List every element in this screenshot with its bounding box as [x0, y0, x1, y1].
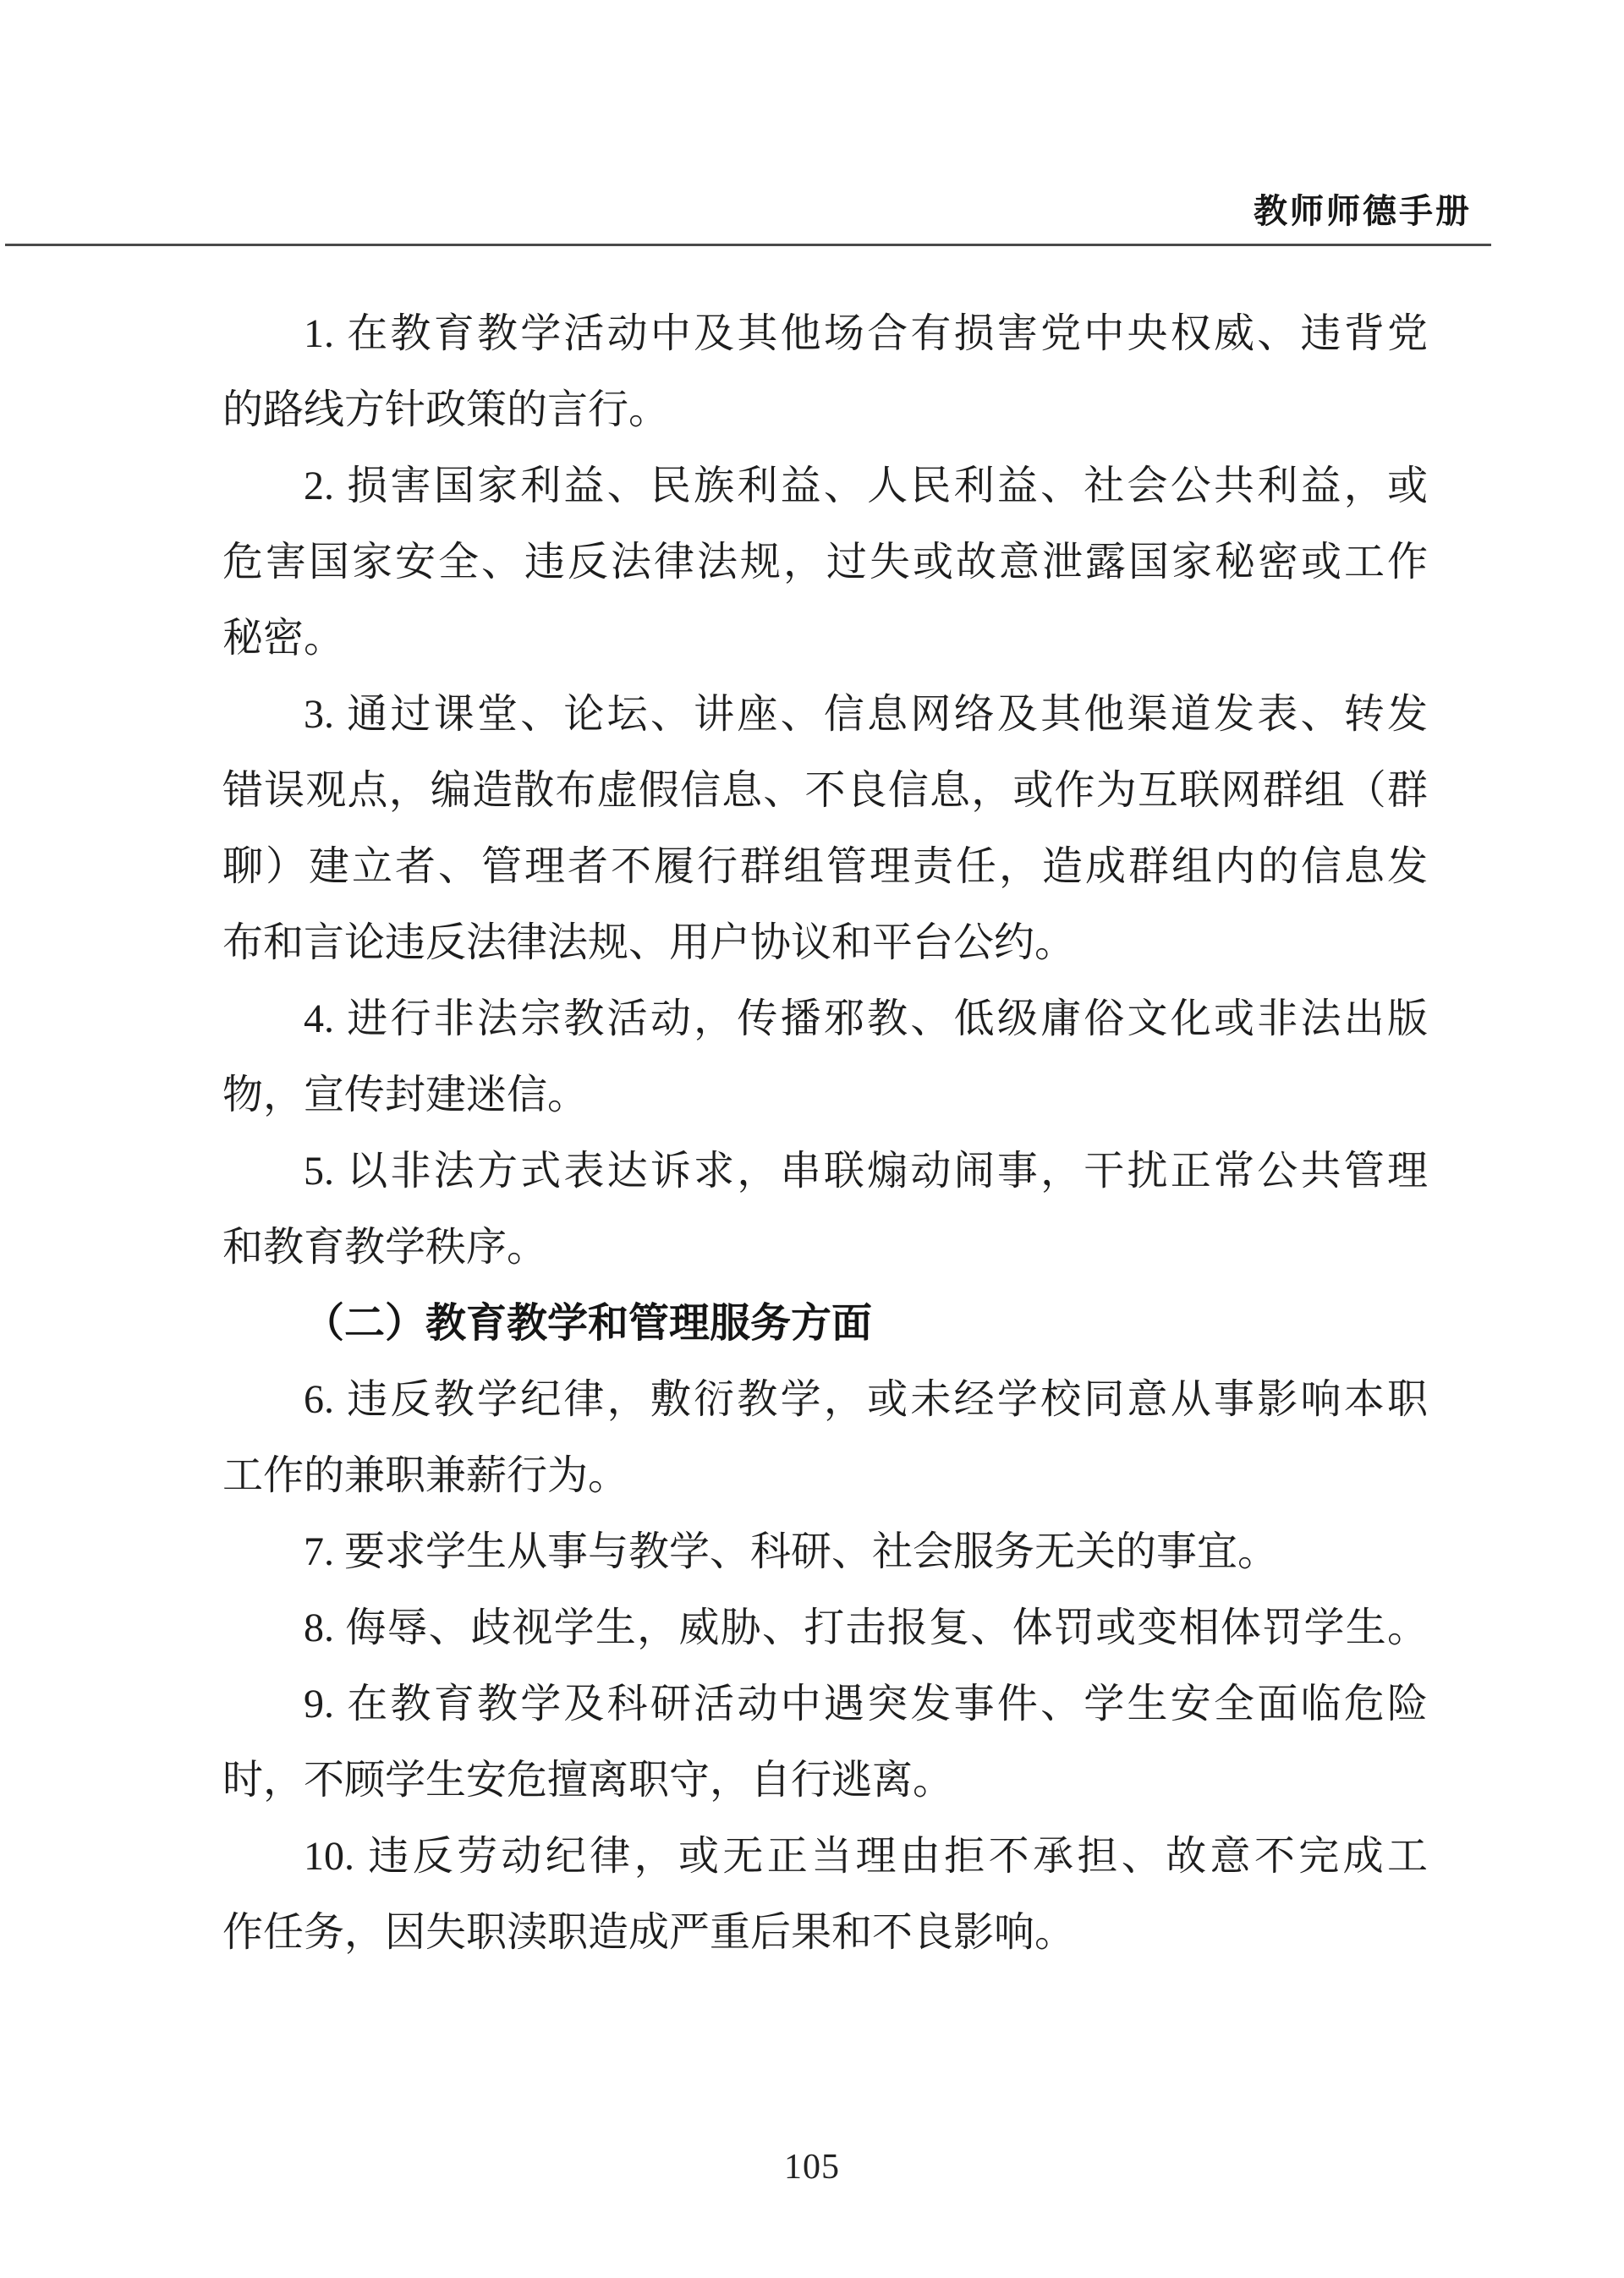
- text-line: 5. 以非法方式表达诉求，串联煽动闹事，干扰正常公共管理: [304, 1149, 1428, 1194]
- text-line: 的路线方针政策的言行。: [222, 387, 670, 432]
- header-rule: [5, 244, 1491, 246]
- text-line: 7. 要求学生从事与教学、科研、社会服务无关的事宜。: [304, 1529, 1279, 1574]
- text-line: 作任务，因失职渎职造成严重后果和不良影响。: [222, 1910, 1076, 1955]
- text-line: 2. 损害国家利益、民族利益、人民利益、社会公共利益，或: [304, 464, 1428, 508]
- text-line: 10. 违反劳动纪律，或无正当理由拒不承担、故意不完成工: [304, 1834, 1428, 1879]
- text-line: 4. 进行非法宗教活动，传播邪教、低级庸俗文化或非法出版: [304, 996, 1428, 1041]
- running-header-title: 教师师德手册: [1254, 192, 1472, 230]
- text-line: 1. 在教育教学活动中及其他场合有损害党中央权威、违背党: [304, 311, 1428, 356]
- text-line: 6. 违反教学纪律，敷衍教学，或未经学校同意从事影响本职: [304, 1377, 1428, 1422]
- text-line: 聊）建立者、管理者不履行群组管理责任，造成群组内的信息发: [222, 844, 1428, 889]
- text-line: 物，宣传封建迷信。: [222, 1073, 589, 1117]
- subsection-heading: （二）教育教学和管理服务方面: [304, 1301, 873, 1346]
- text-line: 3. 通过课堂、论坛、讲座、信息网络及其他渠道发表、转发: [304, 692, 1428, 737]
- text-line: 和教育教学秩序。: [222, 1225, 548, 1270]
- text-line: 9. 在教育教学及科研活动中遇突发事件、学生安全面临危险: [304, 1682, 1428, 1726]
- page-number: 105: [784, 2148, 840, 2187]
- text-line: 秘密。: [222, 616, 345, 661]
- text-line: 错误观点，编造散布虚假信息、不良信息，或作为互联网群组（群: [222, 768, 1428, 813]
- text-line: 时，不顾学生安危擅离职守，自行逃离。: [222, 1758, 954, 1803]
- text-line: 8. 侮辱、歧视学生，威胁、打击报复、体罚或变相体罚学生。: [304, 1606, 1428, 1650]
- document-body: [222, 296, 1428, 1971]
- text-line: 危害国家安全、违反法律法规，过失或故意泄露国家秘密或工作: [222, 540, 1428, 585]
- text-line: 工作的兼职兼薪行为。: [222, 1453, 629, 1498]
- page-footer: [0, 2147, 1624, 2187]
- text-line: 布和言论违反法律法规、用户协议和平台公约。: [222, 920, 1076, 965]
